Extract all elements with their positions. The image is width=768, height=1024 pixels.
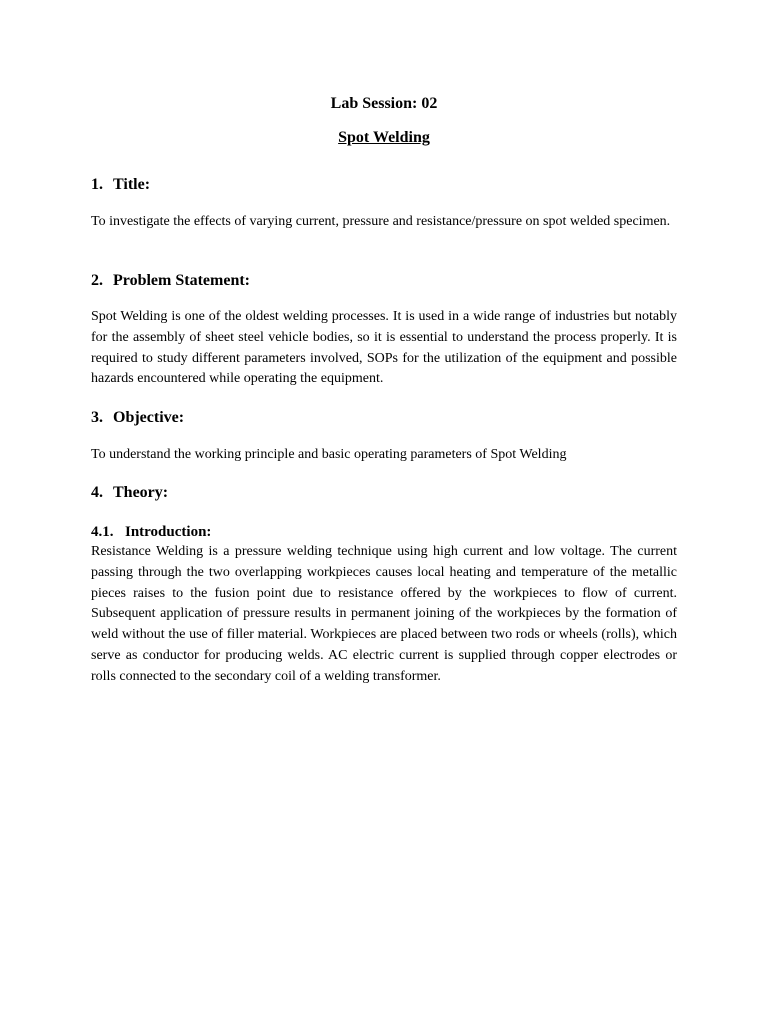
subsection-number: 4.1. — [91, 524, 114, 540]
subsection-heading-introduction — [91, 522, 211, 542]
section-number: 1. — [91, 176, 103, 193]
section-heading-text: Title: — [113, 176, 151, 193]
subsection-body-introduction: Resistance Welding is a pressure welding technique using high current and low voltage. The current passing through the two overlapping workpieces causes local heating and temperature of the metallic pieces raises to the fusion point due to resistance offered by the workpieces to flow of current. Subsequent application of pressure results in permanent joining of the workpieces by the formation of weld without the use of filler material. Workpieces are placed between two rods or wheels (rolls), which serve as conductor for producing welds. AC electric current is supplied through copper electrodes or rolls connected to the secondary coil of a welding transformer. — [91, 544, 677, 684]
section-heading-objective — [91, 408, 184, 428]
section-heading-text: Objective: — [113, 409, 185, 426]
section-number: 4. — [91, 484, 103, 501]
section-number: 2. — [91, 272, 103, 289]
section-number: 3. — [91, 409, 103, 426]
section-body-title: To investigate the effects of varying current, pressure and resistance/pressure on spot welded specimen. — [91, 214, 671, 229]
document-title: Spot Welding — [338, 129, 430, 146]
subsection-heading-text: Introduction: — [125, 524, 212, 540]
section-body-objective: To understand the working principle and basic operating parameters of Spot Welding — [91, 447, 567, 462]
lab-session-heading: Lab Session: 02 — [330, 95, 438, 112]
section-heading-theory — [91, 483, 168, 503]
section-heading-title — [91, 175, 150, 195]
section-heading-problem-statement — [91, 271, 250, 291]
section-body-problem-statement: Spot Welding is one of the oldest welding processes. It is used in a wide range of industries but notably for the assembly of sheet steel vehicle bodies, so it is essential to understand the process properly. It is required to study different parameters involved, SOPs for the utilization of the equipment and possible hazards encountered while operating the equipment. — [91, 309, 677, 387]
section-heading-text: Problem Statement: — [113, 272, 250, 289]
section-heading-text: Theory: — [113, 484, 169, 501]
